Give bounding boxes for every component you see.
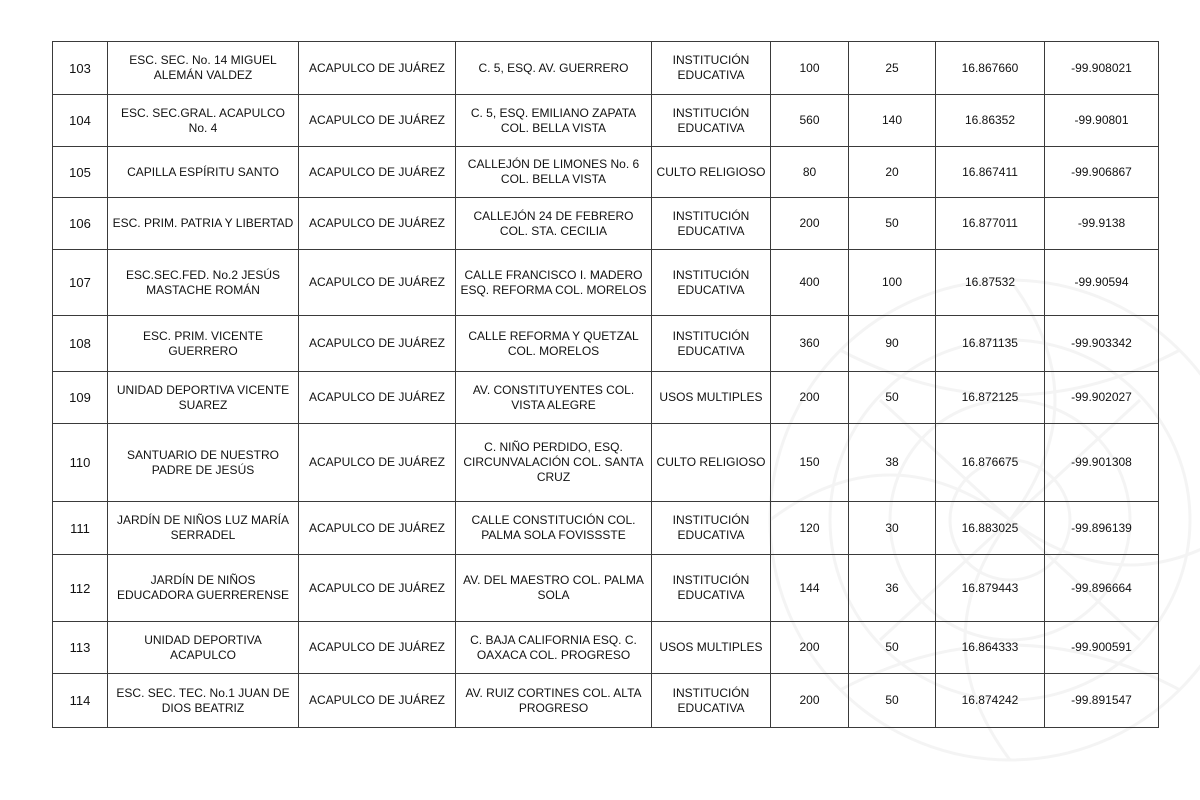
capacity: 200 xyxy=(771,622,849,674)
families: 38 xyxy=(849,424,936,502)
families: 20 xyxy=(849,147,936,198)
municipality: ACAPULCO DE JUÁREZ xyxy=(299,42,456,95)
latitude: 16.877011 xyxy=(936,198,1045,250)
families: 90 xyxy=(849,316,936,372)
latitude: 16.879443 xyxy=(936,555,1045,622)
table-row xyxy=(53,250,1159,316)
latitude: 16.876675 xyxy=(936,424,1045,502)
row-number: 104 xyxy=(53,95,108,147)
table-row xyxy=(53,622,1159,674)
row-number: 106 xyxy=(53,198,108,250)
longitude: -99.90594 xyxy=(1045,250,1159,316)
longitude: -99.896664 xyxy=(1045,555,1159,622)
longitude: -99.906867 xyxy=(1045,147,1159,198)
latitude: 16.874242 xyxy=(936,674,1045,728)
shelter-name: ESC. SEC. No. 14 MIGUEL ALEMÁN VALDEZ xyxy=(108,42,299,95)
longitude: -99.903342 xyxy=(1045,316,1159,372)
address: C. NIÑO PERDIDO, ESQ. CIRCUNVALACIÓN COL. SANTA CRUZ xyxy=(456,424,652,502)
shelter-name: ESC. PRIM. PATRIA Y LIBERTAD xyxy=(108,198,299,250)
address: CALLEJÓN 24 DE FEBRERO COL. STA. CECILIA xyxy=(456,198,652,250)
latitude: 16.872125 xyxy=(936,372,1045,424)
shelter-type: INSTITUCIÓN EDUCATIVA xyxy=(652,95,771,147)
capacity: 400 xyxy=(771,250,849,316)
capacity: 200 xyxy=(771,372,849,424)
address: AV. DEL MAESTRO COL. PALMA SOLA xyxy=(456,555,652,622)
row-number: 103 xyxy=(53,42,108,95)
municipality: ACAPULCO DE JUÁREZ xyxy=(299,316,456,372)
families: 25 xyxy=(849,42,936,95)
latitude: 16.86352 xyxy=(936,95,1045,147)
row-number: 108 xyxy=(53,316,108,372)
table-row xyxy=(53,372,1159,424)
table-row xyxy=(53,316,1159,372)
longitude: -99.891547 xyxy=(1045,674,1159,728)
address: C. BAJA CALIFORNIA ESQ. C. OAXACA COL. PROGRESO xyxy=(456,622,652,674)
longitude: -99.900591 xyxy=(1045,622,1159,674)
address: CALLE CONSTITUCIÓN COL. PALMA SOLA FOVISSSTE xyxy=(456,502,652,555)
capacity: 150 xyxy=(771,424,849,502)
municipality: ACAPULCO DE JUÁREZ xyxy=(299,250,456,316)
shelter-type: USOS MULTIPLES xyxy=(652,622,771,674)
families: 50 xyxy=(849,198,936,250)
families: 36 xyxy=(849,555,936,622)
address: C. 5, ESQ. AV. GUERRERO xyxy=(456,42,652,95)
municipality: ACAPULCO DE JUÁREZ xyxy=(299,198,456,250)
shelter-name: UNIDAD DEPORTIVA ACAPULCO xyxy=(108,622,299,674)
longitude: -99.90801 xyxy=(1045,95,1159,147)
row-number: 113 xyxy=(53,622,108,674)
shelter-name: CAPILLA ESPÍRITU SANTO xyxy=(108,147,299,198)
capacity: 200 xyxy=(771,674,849,728)
shelter-name: ESC. PRIM. VICENTE GUERRERO xyxy=(108,316,299,372)
longitude: -99.901308 xyxy=(1045,424,1159,502)
shelter-type: CULTO RELIGIOSO xyxy=(652,147,771,198)
address: C. 5, ESQ. EMILIANO ZAPATA COL. BELLA VISTA xyxy=(456,95,652,147)
row-number: 114 xyxy=(53,674,108,728)
municipality: ACAPULCO DE JUÁREZ xyxy=(299,95,456,147)
longitude: -99.908021 xyxy=(1045,42,1159,95)
families: 140 xyxy=(849,95,936,147)
shelter-type: INSTITUCIÓN EDUCATIVA xyxy=(652,674,771,728)
longitude: -99.896139 xyxy=(1045,502,1159,555)
table-row xyxy=(53,95,1159,147)
shelter-type: INSTITUCIÓN EDUCATIVA xyxy=(652,198,771,250)
municipality: ACAPULCO DE JUÁREZ xyxy=(299,502,456,555)
shelter-name: ESC.SEC.FED. No.2 JESÚS MASTACHE ROMÁN xyxy=(108,250,299,316)
longitude: -99.902027 xyxy=(1045,372,1159,424)
capacity: 144 xyxy=(771,555,849,622)
shelter-name: SANTUARIO DE NUESTRO PADRE DE JESÚS xyxy=(108,424,299,502)
capacity: 200 xyxy=(771,198,849,250)
shelter-type: INSTITUCIÓN EDUCATIVA xyxy=(652,316,771,372)
shelter-type: USOS MULTIPLES xyxy=(652,372,771,424)
capacity: 360 xyxy=(771,316,849,372)
shelter-type: CULTO RELIGIOSO xyxy=(652,424,771,502)
latitude: 16.864333 xyxy=(936,622,1045,674)
shelter-type: INSTITUCIÓN EDUCATIVA xyxy=(652,250,771,316)
longitude: -99.9138 xyxy=(1045,198,1159,250)
table-row xyxy=(53,42,1159,95)
shelter-name: ESC. SEC.GRAL. ACAPULCO No. 4 xyxy=(108,95,299,147)
latitude: 16.883025 xyxy=(936,502,1045,555)
table-row xyxy=(53,555,1159,622)
municipality: ACAPULCO DE JUÁREZ xyxy=(299,424,456,502)
address: AV. RUIZ CORTINES COL. ALTA PROGRESO xyxy=(456,674,652,728)
families: 30 xyxy=(849,502,936,555)
row-number: 112 xyxy=(53,555,108,622)
shelters-table xyxy=(52,41,1159,728)
row-number: 105 xyxy=(53,147,108,198)
capacity: 80 xyxy=(771,147,849,198)
address: CALLE FRANCISCO I. MADERO ESQ. REFORMA COL. MORELOS xyxy=(456,250,652,316)
latitude: 16.867660 xyxy=(936,42,1045,95)
table-row xyxy=(53,424,1159,502)
capacity: 560 xyxy=(771,95,849,147)
capacity: 100 xyxy=(771,42,849,95)
shelter-type: INSTITUCIÓN EDUCATIVA xyxy=(652,555,771,622)
table-row xyxy=(53,198,1159,250)
capacity: 120 xyxy=(771,502,849,555)
shelter-name: UNIDAD DEPORTIVA VICENTE SUAREZ xyxy=(108,372,299,424)
families: 100 xyxy=(849,250,936,316)
row-number: 109 xyxy=(53,372,108,424)
municipality: ACAPULCO DE JUÁREZ xyxy=(299,555,456,622)
municipality: ACAPULCO DE JUÁREZ xyxy=(299,622,456,674)
families: 50 xyxy=(849,372,936,424)
families: 50 xyxy=(849,622,936,674)
address: CALLEJÓN DE LIMONES No. 6 COL. BELLA VISTA xyxy=(456,147,652,198)
table-row xyxy=(53,147,1159,198)
shelter-name: ESC. SEC. TEC. No.1 JUAN DE DIOS BEATRIZ xyxy=(108,674,299,728)
row-number: 111 xyxy=(53,502,108,555)
latitude: 16.867411 xyxy=(936,147,1045,198)
municipality: ACAPULCO DE JUÁREZ xyxy=(299,372,456,424)
row-number: 110 xyxy=(53,424,108,502)
municipality: ACAPULCO DE JUÁREZ xyxy=(299,147,456,198)
table-row xyxy=(53,674,1159,728)
row-number: 107 xyxy=(53,250,108,316)
address: AV. CONSTITUYENTES COL. VISTA ALEGRE xyxy=(456,372,652,424)
families: 50 xyxy=(849,674,936,728)
table-row xyxy=(53,502,1159,555)
latitude: 16.87532 xyxy=(936,250,1045,316)
shelter-name: JARDÍN DE NIÑOS EDUCADORA GUERRERENSE xyxy=(108,555,299,622)
municipality: ACAPULCO DE JUÁREZ xyxy=(299,674,456,728)
shelter-type: INSTITUCIÓN EDUCATIVA xyxy=(652,42,771,95)
shelter-name: JARDÍN DE NIÑOS LUZ MARÍA SERRADEL xyxy=(108,502,299,555)
latitude: 16.871135 xyxy=(936,316,1045,372)
address: CALLE REFORMA Y QUETZAL COL. MORELOS xyxy=(456,316,652,372)
shelter-type: INSTITUCIÓN EDUCATIVA xyxy=(652,502,771,555)
